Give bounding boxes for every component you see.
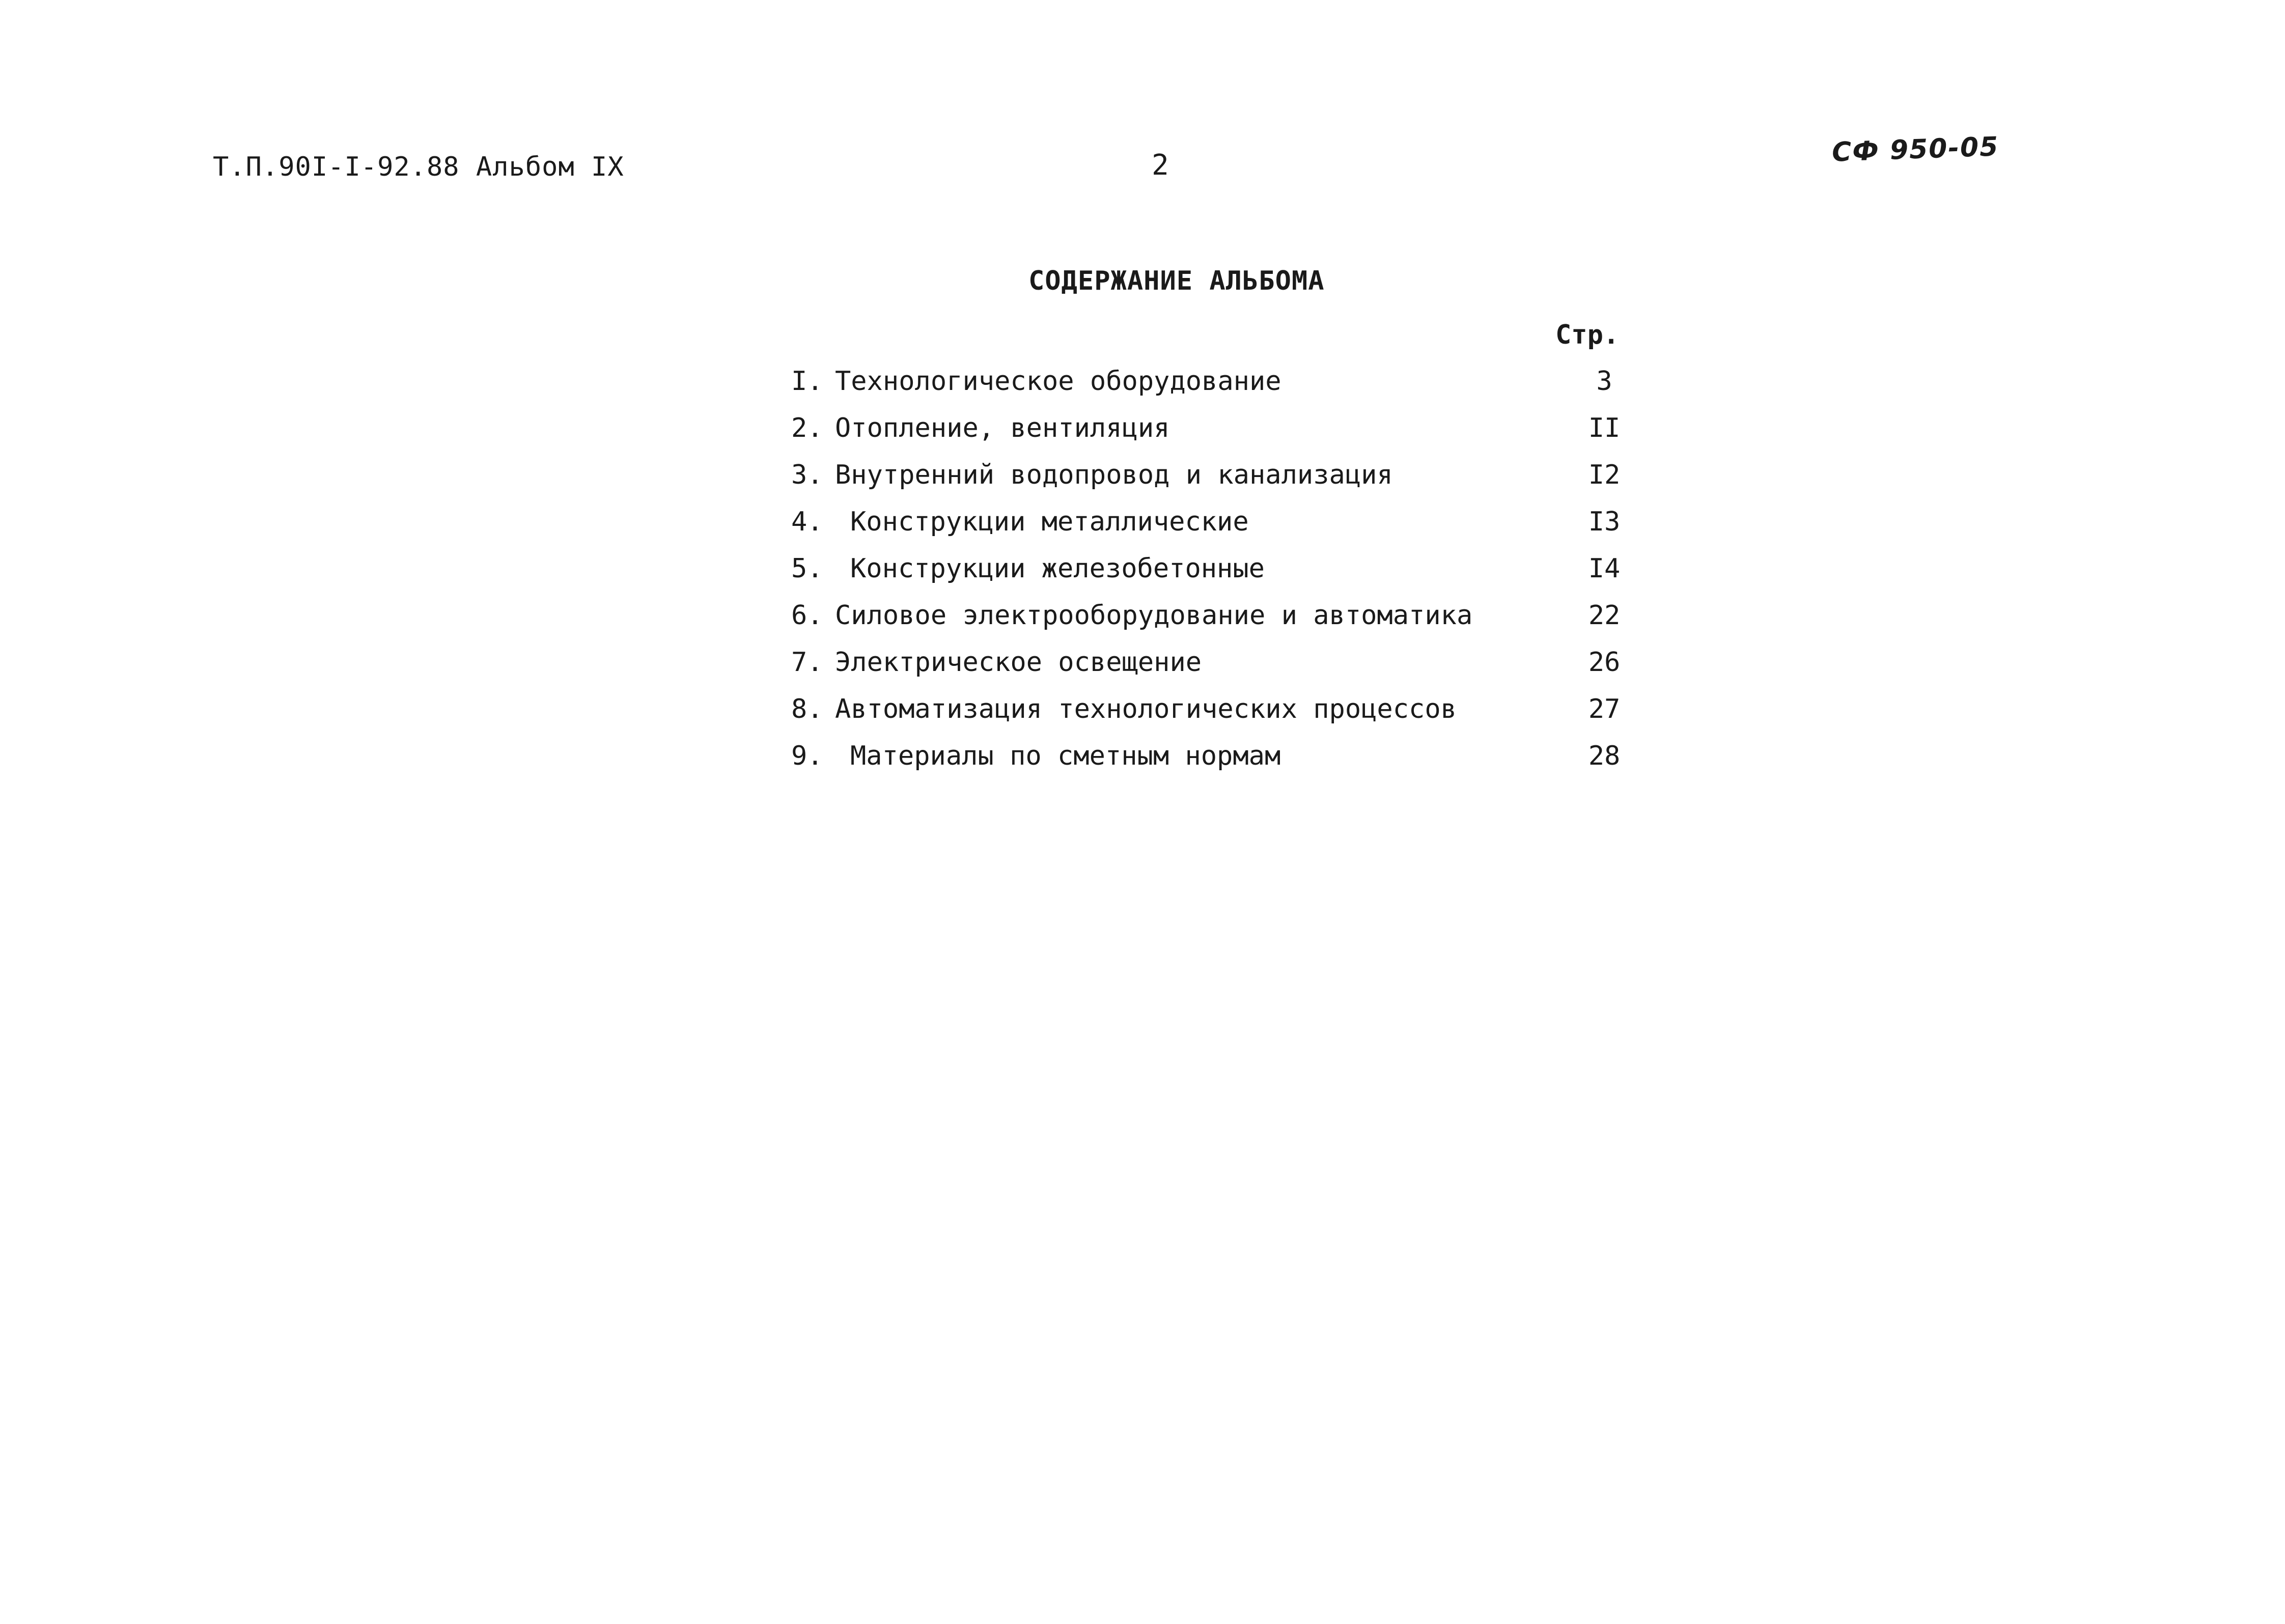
- toc-item-number: 5.: [791, 553, 823, 584]
- toc-item-title: Силовое электрооборудование и автоматика: [835, 600, 1473, 631]
- toc-item: [791, 691, 1657, 738]
- toc-item-title: Отопление, вентиляция: [835, 413, 1170, 443]
- toc-item-title: Материалы по сметным нормам: [850, 741, 1281, 771]
- page-number: 2: [1152, 149, 1169, 182]
- toc-item: [791, 598, 1657, 645]
- toc-item-page: I3: [1588, 507, 1621, 537]
- document-code: Т.П.90I-I-92.88 Альбом IX: [213, 152, 624, 182]
- toc-item-number: 3.: [791, 460, 823, 490]
- toc-item-page: 27: [1588, 694, 1621, 724]
- toc-title: СОДЕРЖАНИЕ АЛЬБОМА: [1028, 266, 1325, 296]
- toc-list: [791, 363, 1657, 785]
- toc-item-number: 2.: [791, 413, 823, 443]
- toc-item: [791, 738, 1657, 785]
- toc-item-page: I2: [1588, 460, 1621, 490]
- toc-item-page: 26: [1588, 647, 1621, 678]
- toc-item-number: 4.: [791, 507, 823, 537]
- toc-item: [791, 363, 1657, 410]
- handwritten-stamp: СФ 950-05: [1831, 131, 2000, 168]
- toc-item-title: Технологическое оборудование: [835, 366, 1281, 397]
- toc-item-page: II: [1588, 413, 1621, 443]
- toc-item-page: 22: [1588, 600, 1621, 631]
- toc-item-title: Конструкции железобетонные: [850, 553, 1265, 584]
- toc-item-number: 8.: [791, 694, 823, 724]
- toc-item: [791, 504, 1657, 551]
- toc-item-number: I.: [791, 366, 823, 397]
- toc-item-page: 3: [1596, 366, 1612, 397]
- toc-item: [791, 551, 1657, 598]
- toc-item-title: Внутренний водопровод и канализация: [835, 460, 1393, 490]
- toc-item-number: 6.: [791, 600, 823, 631]
- toc-item-number: 9.: [791, 741, 823, 771]
- toc-item: [791, 410, 1657, 457]
- toc-item-title: Конструкции металлические: [850, 507, 1249, 537]
- toc-item-number: 7.: [791, 647, 823, 678]
- toc-item-page: 28: [1588, 741, 1621, 771]
- toc-item-title: Электрическое освещение: [835, 647, 1202, 678]
- toc-item: [791, 645, 1657, 691]
- page-column-header: Стр.: [1555, 320, 1620, 350]
- toc-item-title: Автоматизация технологических процессов: [835, 694, 1457, 724]
- toc-item: [791, 457, 1657, 504]
- toc-item-page: I4: [1588, 553, 1621, 584]
